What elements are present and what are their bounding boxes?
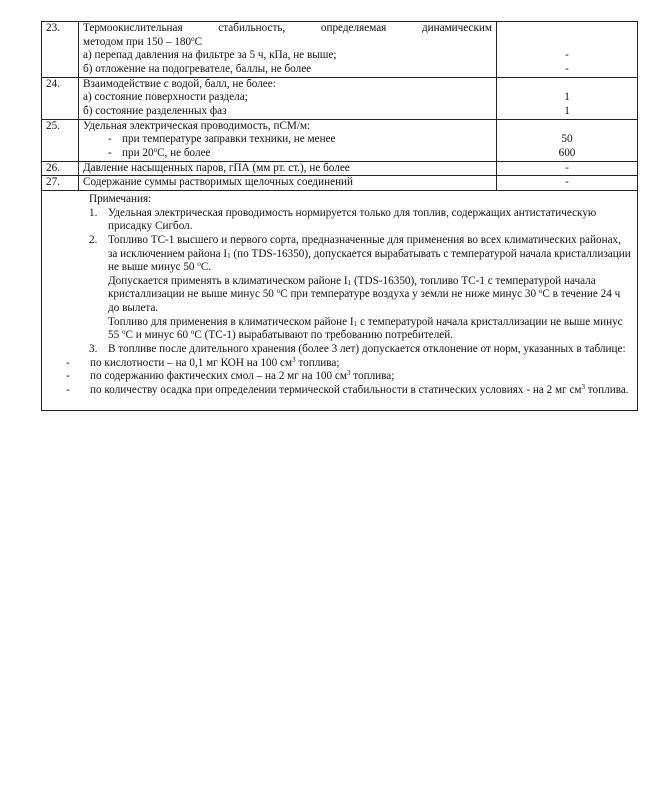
text-fragment: С, не более bbox=[157, 146, 211, 159]
subscript: 1 bbox=[353, 319, 358, 328]
notes-row bbox=[42, 190, 638, 410]
degree-sign: о bbox=[197, 260, 201, 269]
subscript: 1 bbox=[347, 278, 352, 287]
note-bullet bbox=[44, 384, 631, 398]
text-fragment: С bbox=[194, 35, 203, 48]
text-fragment: при 20 bbox=[122, 146, 154, 159]
note-text: В топливе после длительного хранения (более 3 лет) допускается отклонение от норм, указанных в таблице: bbox=[108, 343, 626, 356]
text-fragment: С. bbox=[200, 261, 212, 274]
superscript: 3 bbox=[581, 383, 585, 392]
text-fragment: С при температуре воздуха у земли не ниже минус 30 bbox=[280, 288, 539, 301]
dash-marker: - bbox=[108, 146, 112, 159]
row-sub-item bbox=[83, 147, 492, 161]
value-line: 50 bbox=[561, 133, 573, 146]
dash-marker: - bbox=[108, 133, 112, 146]
note-text: Удельная электрическая проводимость нормируется только для топлив, содержащих антистатическую присадку Сигбол. bbox=[108, 206, 597, 233]
notes-cell bbox=[42, 190, 638, 410]
value-line: 600 bbox=[558, 146, 576, 159]
text-fragment: С (ТС-1) вырабатывают по требованию потребителей. bbox=[194, 329, 454, 342]
note-text bbox=[108, 234, 631, 343]
note-paragraph bbox=[108, 234, 631, 275]
note-item bbox=[44, 234, 631, 343]
row-text-line: а) состояние поверхности раздела; bbox=[83, 91, 248, 104]
text-fragment: С и минус 60 bbox=[125, 329, 191, 342]
table-row bbox=[42, 161, 638, 176]
row-value bbox=[497, 119, 638, 161]
row-number: 26. bbox=[42, 161, 79, 176]
note-number: 1. bbox=[89, 206, 98, 219]
row-description: Содержание суммы растворимых щелочных соединений bbox=[79, 176, 497, 191]
note-item bbox=[44, 207, 631, 234]
table-row bbox=[42, 176, 638, 191]
text-fragment: топлива. bbox=[585, 384, 629, 397]
note-bullet bbox=[44, 370, 631, 384]
bullet-text bbox=[90, 370, 631, 384]
value-line: - bbox=[565, 49, 569, 62]
row-text-line: Удельная электрическая проводимость, пСМ/м: bbox=[83, 119, 311, 132]
note-paragraph bbox=[108, 275, 631, 316]
row-text-line: Взаимодействие с водой, балл, не более: bbox=[83, 77, 276, 90]
text-fragment: Топливо для применения в климатическом районе I bbox=[108, 315, 354, 328]
text-fragment: (по TDS-16350), допускается вырабатывать с температурой начала кристаллизации не выше минус 50 bbox=[108, 247, 631, 274]
value-line: 1 bbox=[564, 91, 570, 104]
row-text-line: б) отложение на подогревателе, баллы, не более bbox=[83, 62, 312, 75]
superscript: 3 bbox=[346, 369, 351, 378]
text-fragment: (TDS-16350), топливо ТС-1 с температурой начала кристаллизации не выше минус 50 bbox=[108, 274, 596, 301]
note-bullet bbox=[44, 357, 631, 371]
dash-marker: - bbox=[66, 384, 70, 397]
degree-sign: о bbox=[191, 34, 195, 43]
row-number: 24. bbox=[42, 77, 79, 119]
table-row bbox=[42, 119, 638, 161]
text-fragment: Допускается применять в климатическом районе I bbox=[108, 274, 348, 287]
table-row bbox=[42, 77, 638, 119]
specification-table bbox=[41, 21, 638, 411]
text-fragment: методом при 150 – 180 bbox=[83, 35, 192, 48]
document-page bbox=[41, 21, 637, 411]
row-value bbox=[497, 22, 638, 78]
text-fragment: по кислотности – на 0,1 мг КОН на 100 см bbox=[90, 356, 293, 369]
dash-marker: - bbox=[66, 356, 70, 369]
subscript: 1 bbox=[227, 251, 231, 260]
text-fragment: по содержанию фактических смол – на 2 мг на 100 см bbox=[90, 370, 347, 383]
note-paragraph bbox=[108, 316, 631, 343]
row-text-line: б) состояние разделенных фаз bbox=[83, 104, 227, 117]
text-fragment: топлива; bbox=[350, 370, 395, 383]
note-number: 2. bbox=[89, 233, 98, 246]
row-text-line bbox=[83, 36, 492, 50]
note-item bbox=[44, 343, 631, 357]
text-fragment: Топливо ТС-1 высшего и первого сорта, предназначенные для применения во всех климатических районах, за исключением района I bbox=[108, 233, 621, 260]
row-description bbox=[79, 22, 497, 78]
text-fragment: по количеству осадка при определении термической стабильности в статических условиях - на 2 мг см bbox=[90, 384, 582, 397]
degree-sign: о bbox=[276, 287, 281, 296]
row-description bbox=[79, 77, 497, 119]
text-fragment: при температуре заправки техники, не менее bbox=[122, 133, 336, 146]
degree-sign: о bbox=[153, 145, 158, 154]
row-text-line: Термоокислительная стабильность, определяемая динамическим bbox=[83, 22, 492, 34]
superscript: 3 bbox=[292, 355, 296, 364]
degree-sign: о bbox=[538, 287, 543, 296]
text-fragment: топлива; bbox=[295, 356, 340, 369]
notes-title: Примечания: bbox=[89, 192, 152, 205]
row-text-line: а) перепад давления на фильтре за 5 ч, кПа, не выше; bbox=[83, 49, 337, 62]
row-description: Давление насыщенных паров, гПА (мм рт. ст.), не более bbox=[79, 161, 497, 176]
table-row bbox=[42, 22, 638, 78]
row-value bbox=[497, 77, 638, 119]
degree-sign: о bbox=[121, 328, 126, 337]
bullet-text bbox=[90, 384, 631, 398]
text-fragment: с температурой начала кристаллизации не выше минус 55 bbox=[108, 315, 623, 342]
row-number: 23. bbox=[42, 22, 79, 78]
dash-marker: - bbox=[66, 370, 70, 383]
row-number: 27. bbox=[42, 176, 79, 191]
degree-sign: о bbox=[190, 328, 195, 337]
row-sub-item bbox=[83, 133, 492, 147]
row-value: - bbox=[497, 176, 638, 191]
row-description bbox=[79, 119, 497, 161]
note-number: 3. bbox=[89, 343, 98, 356]
row-number: 25. bbox=[42, 119, 79, 161]
row-value: - bbox=[497, 161, 638, 176]
value-line: - bbox=[565, 62, 569, 75]
text-fragment: С в течение 24 ч до вылета. bbox=[108, 288, 621, 315]
value-line: 1 bbox=[564, 104, 570, 117]
bullet-text bbox=[90, 357, 631, 371]
